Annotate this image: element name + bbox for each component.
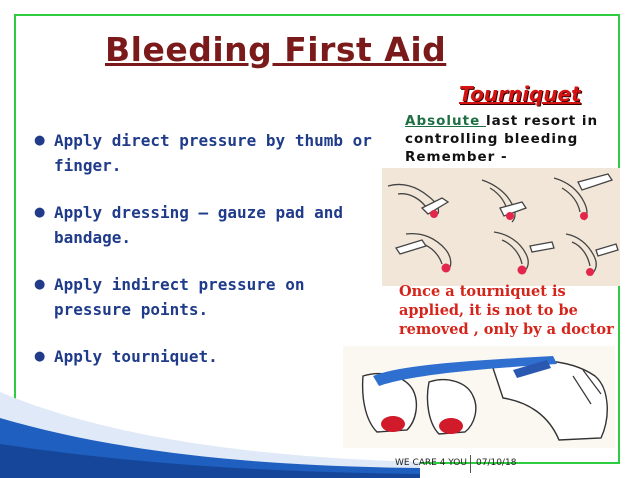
bullet-item: ● Apply dressing – gauze pad and bandage. bbox=[34, 200, 384, 250]
note-text: last resort in controlling bleeding Remember - bbox=[405, 113, 599, 165]
footer-divider bbox=[470, 455, 471, 473]
tourniquet-note bbox=[405, 112, 619, 166]
tourniquet-caption: Once a tourniquet is applied, it is not to be removed , only by a doctor bbox=[399, 283, 614, 338]
footer-label: WE CARE 4 YOU bbox=[395, 458, 467, 468]
bullet-list bbox=[34, 128, 384, 391]
tourniquet-steps-illustration bbox=[382, 168, 620, 286]
note-emphasis: Absolute bbox=[405, 113, 486, 129]
tourniquet-steps-drawing bbox=[382, 168, 620, 286]
bullet-item: ● Apply direct pressure by thumb or finger. bbox=[34, 128, 384, 178]
slide-subtitle: Tourniquet bbox=[459, 82, 581, 106]
footer-date: 07/10/18 bbox=[476, 458, 517, 468]
bullet-item: ● Apply tourniquet. bbox=[34, 344, 384, 369]
slide-title: Bleeding First Aid bbox=[105, 30, 447, 69]
bullet-item: ● Apply indirect pressure on pressure points. bbox=[34, 272, 384, 322]
decorative-wave bbox=[0, 386, 420, 478]
wound-2 bbox=[439, 418, 463, 434]
